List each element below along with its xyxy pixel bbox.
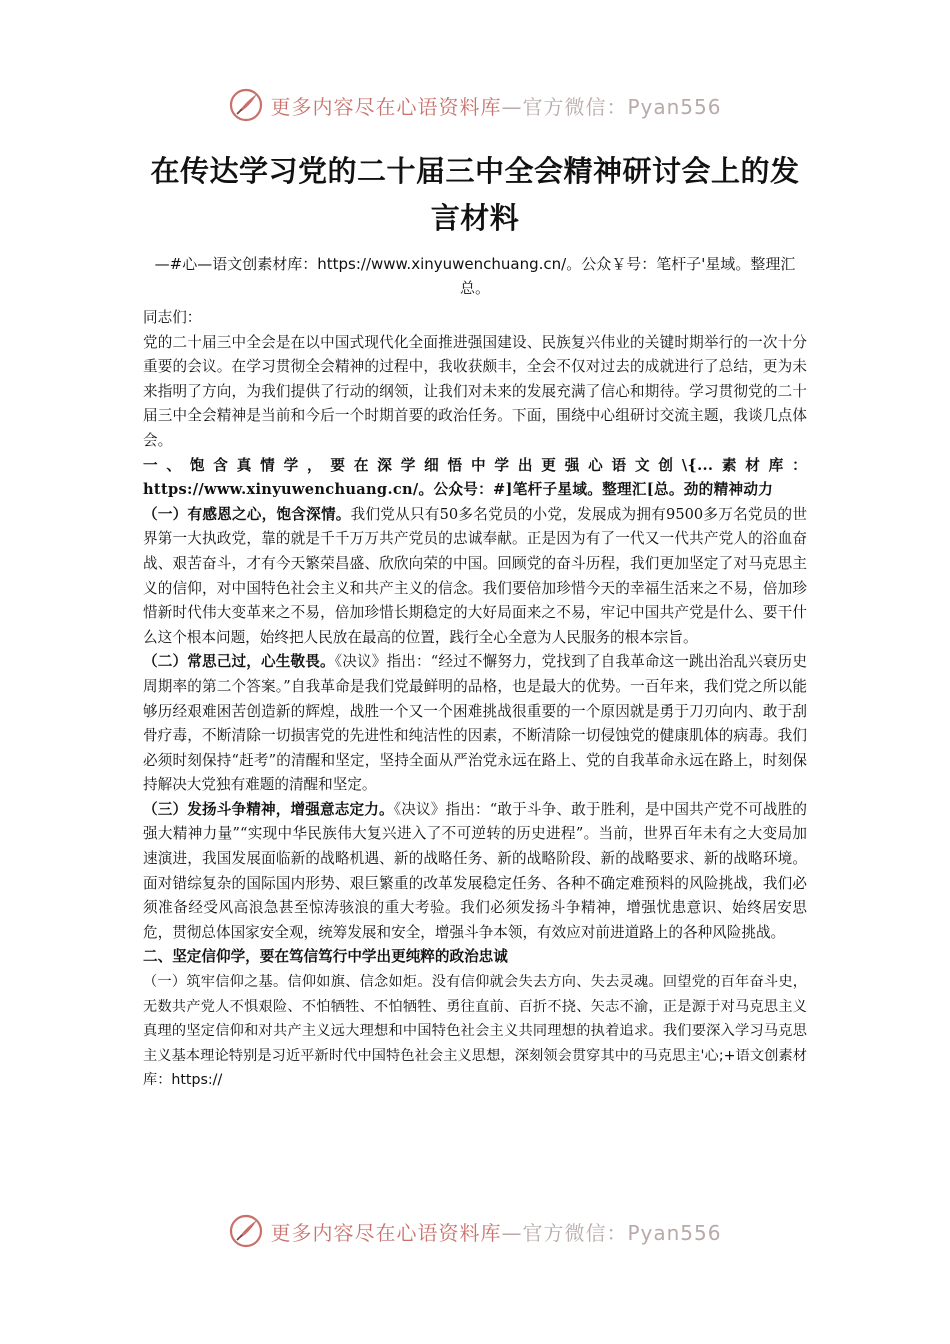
point-lead: （一）有感恩之心，饱含深情。 <box>143 505 351 523</box>
section-1-point-3 <box>143 798 807 946</box>
byline: —#心—语文创素材库：https://www.xinyuwenchuang.cn/。公众￥号：笔杆子'星域。整理汇总。 <box>154 255 796 297</box>
banner-separator: — <box>501 94 523 119</box>
footer-watermark-banner <box>0 1208 950 1254</box>
document-page <box>143 148 807 1093</box>
header-watermark-banner <box>0 82 950 128</box>
greeting: 同志们： <box>143 309 202 326</box>
document-title: 在传达学习党的二十届三中全会精神研讨会上的发言材料 <box>150 154 800 235</box>
quill-logo-icon <box>228 1213 264 1249</box>
section-2-point-1: （一）筑牢信仰之基。信仰如旗、信念如炬。没有信仰就会失去方向、失去灵魂。回望党的百年奋斗史，无数共产党人不惧艰险、不怕牺牲、不怕牺牲、勇往直前、百折不挠、矢志不渝，正是源于对马克思主义真理的坚定信仰和对共产主义远大理想和中国特色社会主义共同理想的执着追求。我们要深入学习马克思主义基本理论特别是习近平新时代中国特色社会主义思想，深刻领会贯穿其中的马克思主'心;+语文创素材库：https:// <box>143 974 807 1089</box>
point-lead: （三）发扬斗争精神，增强意志定力。 <box>143 800 394 818</box>
section-1-heading: 一、饱含真情学，要在深学细悟中学出更强心语文创\{...素材库：https://www.xinyuwenchuang.cn/。公众号：#]笔杆子星域。整理汇[总。劲的精神动力 <box>143 456 807 499</box>
point-text: 《决议》指出：“敢于斗争、敢于胜利，是中国共产党不可战胜的强大精神力量”“实现中华民族伟大复兴进入了不可逆转的历史进程”。当前，世界百年未有之大变局加速演进，我国发展面临新的战略机遇、新的战略任务、新的战略阶段、新的战略要求、新的战略环境。面对错综复杂的国际国内形势、艰巨繁重的改革发展稳定任务、各种不确定难预料的风险挑战，我们必须准备经受风高浪急甚至惊涛骇浪的重大考验。我们必须发扬斗争精神，增强忧患意识、始终居安思危，贯彻总体国家安全观，统筹发展和安全，增强斗争本领，有效应对前进道路上的各种风险挑战。 <box>143 800 807 941</box>
section-1-point-2 <box>143 650 807 798</box>
section-2-heading: 二、坚定信仰学，要在笃信笃行中学出更纯粹的政治忠诚 <box>143 948 508 966</box>
section-1-point-1 <box>143 503 807 651</box>
banner-text: 更多内容尽在心语资料库 <box>270 94 502 119</box>
quill-logo-icon <box>228 87 264 123</box>
point-lead: （二）常思己过，心生敬畏。 <box>143 653 335 671</box>
banner-text: 更多内容尽在心语资料库 <box>270 1220 502 1245</box>
banner-wechat: 官方微信：Pyan556 <box>522 1220 722 1245</box>
document-body <box>143 306 807 1093</box>
point-text: 我们党从只有50多名党员的小党，发展成为拥有9500多万名党员的世界第一大执政党，靠的就是千千万万共产党员的忠诚奉献。正是因为有了一代又一代共产党人的浴血奋战、艰苦奋斗，才有今天繁荣昌盛、欣欣向荣的中国。回顾党的奋斗历程，我们更加坚定了对马克思主义的信仰，对中国特色社会主义和共产主义的信念。我们要倍加珍惜今天的幸福生活来之不易，倍加珍惜新时代伟大变革来之不易，倍加珍惜长期稳定的大好局面来之不易，牢记中国共产党是什么、要干什么这个根本问题，始终把人民放在最高的位置，践行全心全意为人民服务的根本宗旨。 <box>143 505 807 646</box>
banner-separator: — <box>501 1220 523 1245</box>
intro-paragraph: 党的二十届三中全会是在以中国式现代化全面推进强国建设、民族复兴伟业的关键时期举行的一次十分重要的会议。在学习贯彻全会精神的过程中，我收获颇丰，全会不仅对过去的成就进行了总结，更为未来指明了方向，为我们提供了行动的纲领，让我们对未来的发展充满了信心和期待。学习贯彻党的二十届三中全会精神是当前和今后一个时期首要的政治任务。下面，围绕中心组研讨交流主题，我谈几点体会。 <box>143 333 807 449</box>
point-text: 《决议》指出：“经过不懈努力，党找到了自我革命这一跳出治乱兴衰历史周期率的第二个答案。”自我革命是我们党最鲜明的品格，也是最大的优势。一百年来，我们党之所以能够历经艰难困苦创造新的辉煌，战胜一个又一个困难挑战很重要的一个原因就是勇于刀刃向内、敢于刮骨疗毒，不断清除一切损害党的先进性和纯洁性的因素，不断清除一切侵蚀党的健康肌体的病毒。我们必须时刻保持“赶考”的清醒和坚定，坚持全面从严治党永远在路上、党的自我革命永远在路上，时刻保持解决大党独有难题的清醒和坚定。 <box>143 653 807 794</box>
banner-wechat: 官方微信：Pyan556 <box>522 94 722 119</box>
